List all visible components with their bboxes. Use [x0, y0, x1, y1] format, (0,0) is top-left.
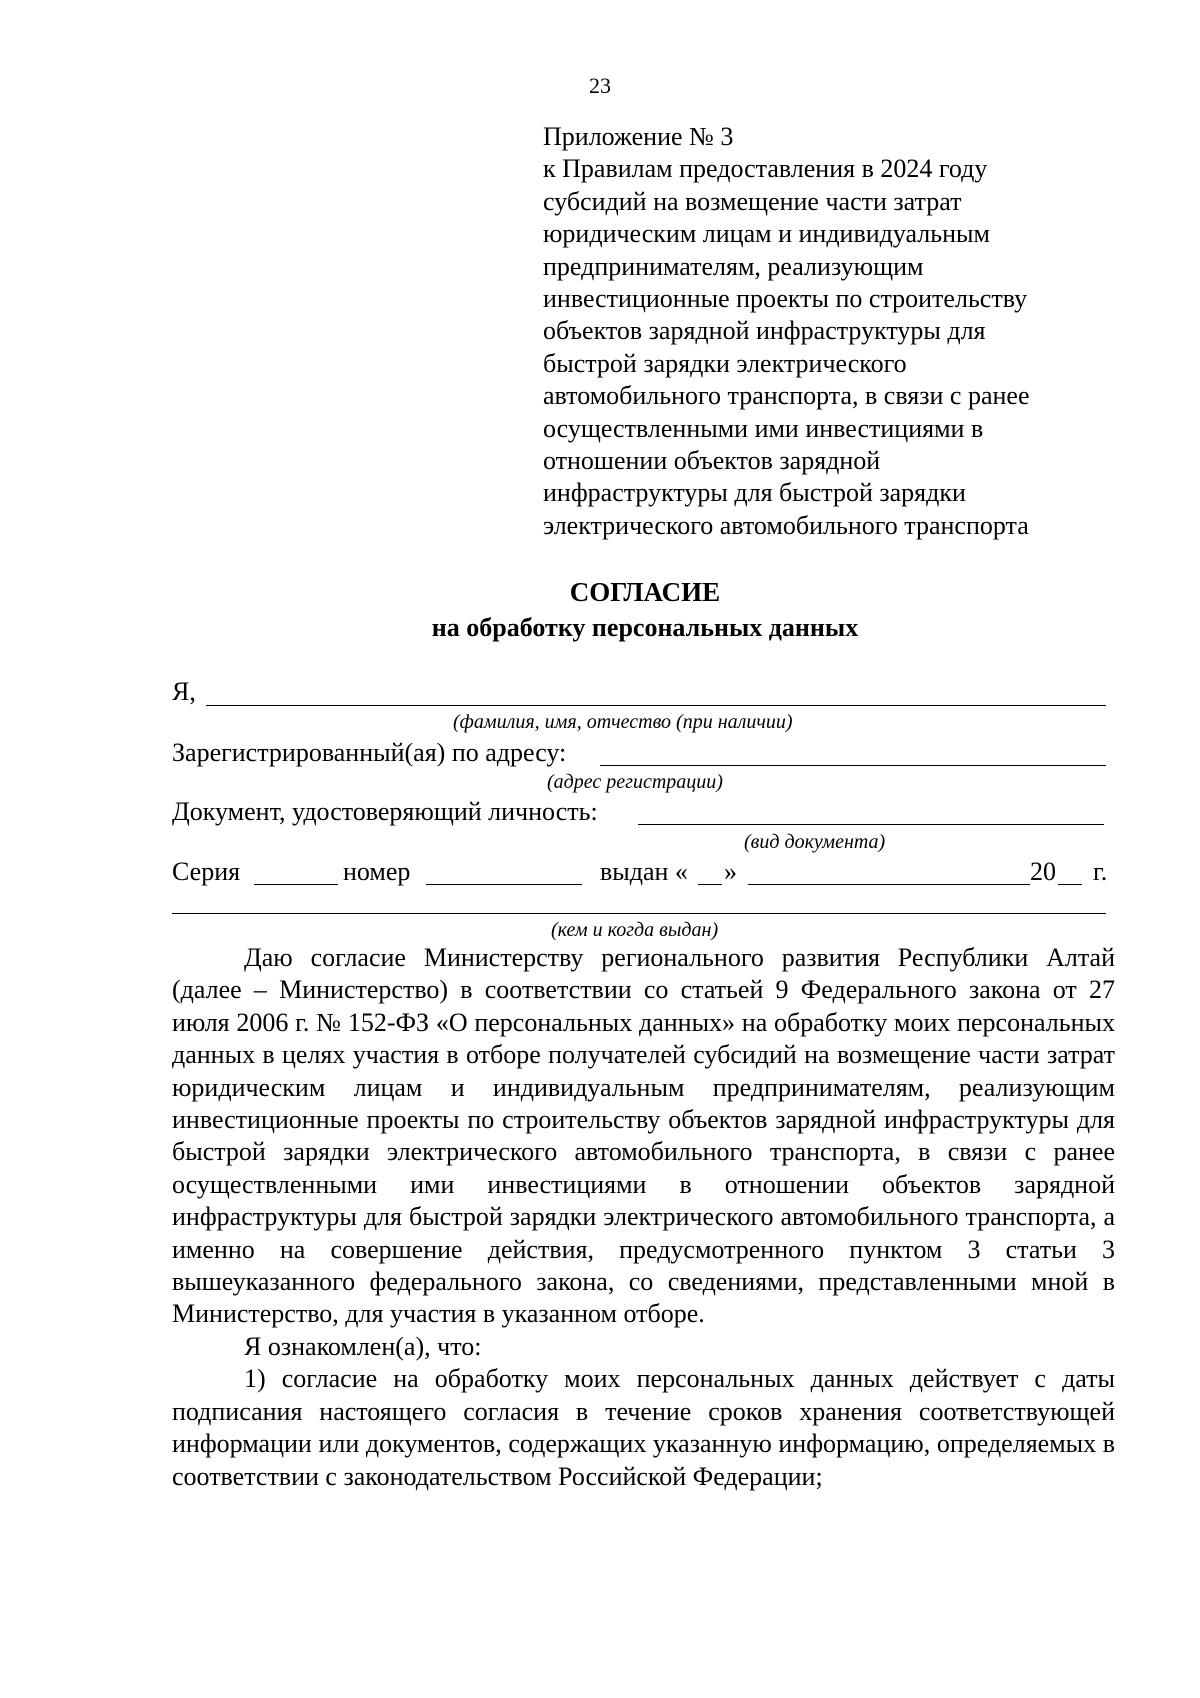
appendix-line: Приложение № 3: [543, 122, 734, 151]
issued-date-line[interactable]: [748, 884, 1030, 885]
document-subtitle: на обработку персональных данных: [431, 613, 859, 642]
appendix-line: субсидий на возмещение части затрат: [543, 186, 962, 216]
appendix-header: [543, 121, 1103, 542]
acknowledge-paragraph: Я ознакомлен(а), что:: [244, 1331, 482, 1361]
year-prefix: 20: [1030, 857, 1056, 886]
issuer-hint: (кем и когда выдан): [551, 919, 719, 941]
address-line[interactable]: [600, 765, 1106, 766]
fio-hint: (фамилия, имя, отчество (при наличии): [453, 711, 793, 733]
document-hint: (вид документа): [744, 831, 886, 853]
number-label: номер: [343, 857, 411, 886]
page-number: 23: [589, 73, 611, 98]
appendix-line: инфраструктуры для быстрой зарядки: [543, 478, 966, 508]
item-1-paragraph: 1) согласие на обработку моих персональных данных действует с даты подписания настоящего согласия в течение сроков хранения соответствующей информации или документов, содержащих указанную информацию, определяемых в соответствии с законодательством Российской Федерации;: [172, 1364, 1115, 1491]
issued-label: выдан «: [600, 857, 688, 886]
appendix-line: быстрой зарядки электрического: [543, 348, 907, 378]
appendix-line: к Правилам предоставления в 2024 году: [543, 154, 988, 184]
appendix-line: предпринимателям, реализующим: [543, 251, 924, 281]
appendix-line: инвестиционные проекты по строительству: [543, 284, 1028, 314]
address-label: Зарегистрированный(ая) по адресу:: [172, 738, 567, 767]
document-line[interactable]: [638, 824, 1104, 825]
fio-label: Я,: [172, 677, 196, 706]
series-label: Серия: [172, 857, 241, 886]
appendix-line: электрического автомобильного транспорта: [543, 510, 1029, 540]
document-title: СОГЛАСИЕ: [569, 577, 721, 607]
series-line[interactable]: [254, 884, 338, 885]
appendix-line: автомобильного транспорта, в связи с ранее: [543, 381, 1030, 411]
issued-close-quote: »: [724, 857, 737, 886]
appendix-line: осуществленными ими инвестициями в: [543, 413, 984, 443]
issued-day-line[interactable]: [698, 884, 722, 885]
address-hint: (адрес регистрации): [547, 771, 723, 793]
document-label: Документ, удостоверяющий личность:: [172, 797, 598, 826]
issuer-line[interactable]: [172, 913, 1106, 914]
number-line[interactable]: [426, 884, 582, 885]
appendix-line: отношении объектов зарядной: [543, 446, 881, 476]
fio-line[interactable]: [206, 705, 1106, 706]
appendix-line: объектов зарядной инфраструктуры для: [543, 316, 986, 346]
consent-paragraph: Даю согласие Министерству регионального развития Республики Алтай (далее – Министерство) в соответствии со статьей 9 Федерального закона от 27 июля 2006 г. № 152-ФЗ «О персональных данных» на обработку моих персональных данных в целях участия в отборе получателей субсидий на возмещение части затрат юридическим лицам и индивидуальным предпринимателям, реализующим инвестиционные проекты по строительству объектов зарядной инфраструктуры для быстрой зарядки электрического автомобильного транспорта, в связи с ранее осуществленными ими инвестициями в отношении объектов зарядной инфраструктуры для быстрой зарядки электрического автомобильного транспорта, а именно на совершение действия, предусмотренного пунктом 3 статьи 3 вышеуказанного федерального закона, со сведениями, представленными мной в Министерство, для участия в указанном отборе.: [172, 943, 1115, 1329]
year-suffix: г.: [1093, 857, 1108, 886]
body-text: [172, 942, 1115, 1493]
appendix-line: юридическим лицам и индивидуальным: [543, 219, 990, 249]
year-line[interactable]: [1058, 884, 1082, 885]
